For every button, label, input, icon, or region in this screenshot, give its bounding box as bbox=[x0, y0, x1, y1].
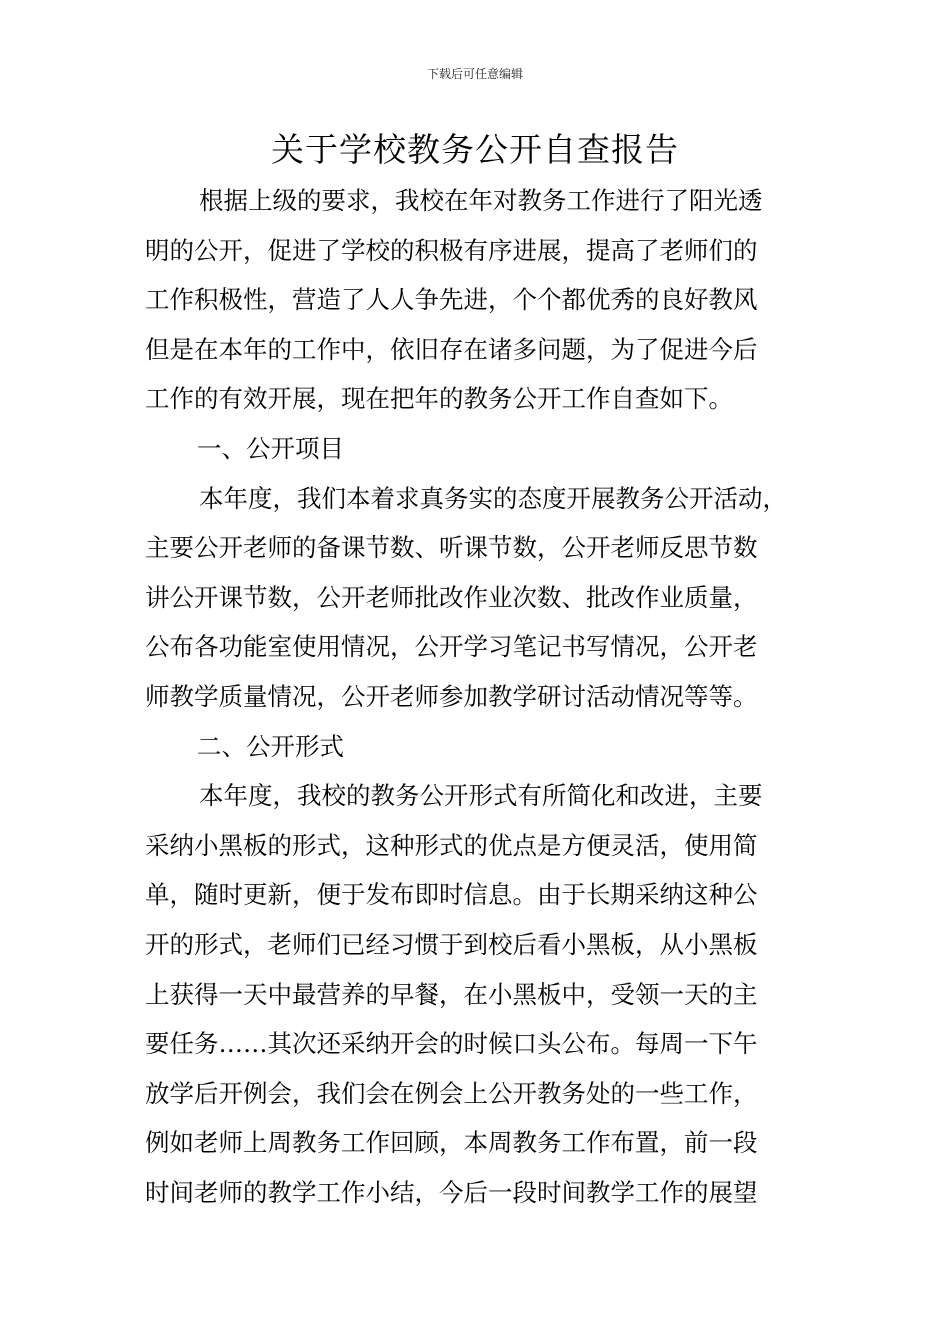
paragraph-line: 采纳小黑板的形式，这种形式的优点是方便灵活，使用简 bbox=[145, 830, 758, 860]
section-heading: 二、公开形式 bbox=[197, 731, 344, 761]
paragraph-line: 师教学质量情况，公开老师参加教学研讨活动情况等等。 bbox=[145, 681, 758, 711]
paragraph-line: 本年度，我们本着求真务实的态度开展教务公开活动， bbox=[199, 483, 787, 513]
paragraph-line: 例如老师上周教务工作回顾，本周教务工作布置，前一段 bbox=[145, 1128, 758, 1158]
paragraph-line: 时间老师的教学工作小结，今后一段时间教学工作的展望 bbox=[145, 1177, 758, 1207]
paragraph-line: 主要公开老师的备课节数、听课节数，公开老师反思节数 bbox=[145, 533, 758, 563]
paragraph-line: 本年度，我校的教务公开形式有所简化和改进，主要 bbox=[199, 781, 763, 811]
paragraph-line: 工作的有效开展，现在把年的教务公开工作自查如下。 bbox=[145, 384, 733, 414]
paragraph-line: 工作积极性，营造了人人争先进，个个都优秀的良好教风 bbox=[145, 285, 758, 315]
paragraph-line: 公布各功能室使用情况，公开学习笔记书写情况，公开老 bbox=[145, 632, 758, 662]
paragraph-line: 上获得一天中最营养的早餐，在小黑板中，受领一天的主 bbox=[145, 979, 758, 1009]
paragraph-line: 但是在本年的工作中，依旧存在诸多问题，为了促进今后 bbox=[145, 334, 758, 364]
paragraph-line: 放学后开例会，我们会在例会上公开教务处的一些工作， bbox=[145, 1078, 758, 1108]
paragraph-line: 根据上级的要求，我校在年对教务工作进行了阳光透 bbox=[199, 186, 763, 215]
document-title: 关于学校教务公开自查报告 bbox=[271, 130, 679, 169]
page-header-note: 下载后可任意编辑 bbox=[426, 67, 523, 81]
paragraph-line: 开的形式，老师们已经习惯于到校后看小黑板，从小黑板 bbox=[145, 929, 758, 959]
paragraph-line: 讲公开课节数，公开老师批改作业次数、批改作业质量， bbox=[145, 582, 758, 612]
paragraph-line: 要任务……其次还采纳开会的时候口头公布。每周一下午 bbox=[145, 1029, 758, 1059]
paragraph-line: 明的公开，促进了学校的积极有序进展，提高了老师们的 bbox=[145, 235, 758, 265]
section-heading: 一、公开项目 bbox=[197, 433, 344, 463]
document-body bbox=[145, 176, 815, 1217]
paragraph-line: 单，随时更新，便于发布即时信息。由于长期采纳这种公 bbox=[145, 880, 758, 910]
